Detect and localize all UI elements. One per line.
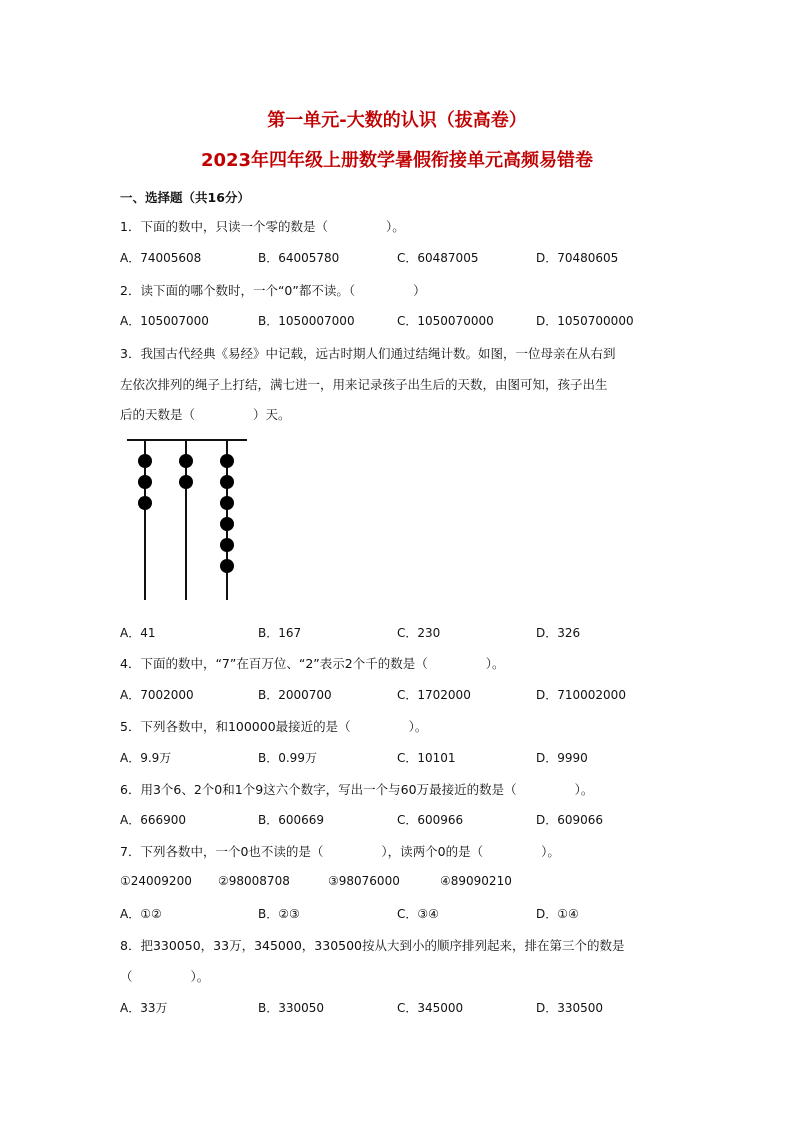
option-b[interactable]: B．167 bbox=[258, 626, 302, 640]
option-d[interactable]: D．326 bbox=[536, 626, 581, 640]
number-item: ①24009200 bbox=[120, 874, 192, 888]
knot bbox=[138, 496, 152, 510]
question-5 bbox=[120, 717, 427, 735]
question-8-text: （ bbox=[120, 969, 133, 984]
option-b[interactable]: B．64005780 bbox=[258, 251, 340, 265]
question-6-tail: ）。 bbox=[574, 782, 594, 797]
option-a[interactable]: A．666900 bbox=[120, 813, 187, 827]
option-d[interactable]: D．710002000 bbox=[536, 688, 626, 702]
option-c[interactable]: C．345000 bbox=[397, 1001, 464, 1015]
option-b[interactable]: B．2000700 bbox=[258, 688, 332, 702]
option-c[interactable]: C．230 bbox=[397, 626, 441, 640]
question-2-options bbox=[120, 312, 720, 330]
option-c[interactable]: C．600966 bbox=[397, 813, 464, 827]
question-8-options bbox=[120, 999, 720, 1017]
option-c[interactable]: C．1050070000 bbox=[397, 314, 494, 328]
question-1-text: 1．下面的数中，只读一个零的数是（ bbox=[120, 219, 328, 234]
question-3-options bbox=[120, 624, 720, 642]
question-1-tail: ）。 bbox=[385, 219, 405, 234]
section-heading: 一、选择题（共16分） bbox=[120, 190, 250, 205]
question-4 bbox=[120, 654, 504, 672]
question-3-line-2: 左依次排列的绳子上打结，满七进一，用来记录孩子出生后的天数，由图可知，孩子出生 bbox=[120, 377, 608, 392]
option-d[interactable]: D．①④ bbox=[536, 907, 579, 921]
question-6-text: 6．用3个6、2个0和1个9这六个数字，写出一个与60万最接近的数是（ bbox=[120, 782, 517, 797]
option-a[interactable]: A．41 bbox=[120, 626, 156, 640]
number-item: ②98008708 bbox=[218, 874, 290, 888]
knot bbox=[220, 538, 234, 552]
question-2 bbox=[120, 281, 426, 299]
question-8-line-2 bbox=[120, 967, 209, 985]
option-b[interactable]: B．330050 bbox=[258, 1001, 325, 1015]
option-c[interactable]: C．1702000 bbox=[397, 688, 471, 702]
knot bbox=[220, 475, 234, 489]
question-2-text: 2．读下面的哪个数时，一个“0”都不读。（ bbox=[120, 283, 356, 298]
knot bbox=[220, 559, 234, 573]
option-a[interactable]: A．105007000 bbox=[120, 314, 209, 328]
option-c[interactable]: C．10101 bbox=[397, 751, 456, 765]
option-a[interactable]: A．①② bbox=[120, 907, 162, 921]
option-d[interactable]: D．330500 bbox=[536, 1001, 604, 1015]
option-a[interactable]: A．9.9万 bbox=[120, 751, 172, 765]
knot bbox=[138, 454, 152, 468]
knot bbox=[220, 517, 234, 531]
question-5-tail: ）。 bbox=[408, 719, 428, 734]
number-item: ④89090210 bbox=[440, 874, 512, 888]
option-c[interactable]: C．60487005 bbox=[397, 251, 479, 265]
option-b[interactable]: B．1050007000 bbox=[258, 314, 355, 328]
question-7 bbox=[120, 842, 560, 860]
question-3-tail: ）天。 bbox=[253, 407, 291, 422]
number-item: ③98076000 bbox=[328, 874, 400, 888]
option-c[interactable]: C．③④ bbox=[397, 907, 439, 921]
question-7-text: 7．下列各数中，一个0也不读的是（ bbox=[120, 844, 324, 859]
question-8-line-1: 8．把330050，33万，345000，330500按从大到小的顺序排列起来，排在第三个的数是 bbox=[120, 938, 625, 953]
question-1 bbox=[120, 217, 405, 235]
question-6-options bbox=[120, 811, 720, 829]
question-7-options bbox=[120, 905, 720, 923]
question-6 bbox=[120, 780, 593, 798]
knot-rope-figure bbox=[120, 432, 260, 604]
question-3-text: 后的天数是（ bbox=[120, 407, 196, 422]
question-4-tail: ）。 bbox=[485, 656, 505, 671]
knot bbox=[179, 454, 193, 468]
option-b[interactable]: B．600669 bbox=[258, 813, 325, 827]
option-a[interactable]: A．33万 bbox=[120, 1001, 168, 1015]
question-8-tail: ）。 bbox=[190, 969, 210, 984]
question-3-line-3 bbox=[120, 405, 291, 423]
knot bbox=[220, 454, 234, 468]
question-1-options bbox=[120, 249, 720, 267]
question-3-line-1: 3．我国古代经典《易经》中记载，远古时期人们通过结绳计数。如图，一位母亲在从右到 bbox=[120, 346, 616, 361]
question-2-tail: ） bbox=[413, 283, 426, 298]
option-d[interactable]: D．9990 bbox=[536, 751, 588, 765]
option-a[interactable]: A．7002000 bbox=[120, 688, 194, 702]
question-5-options bbox=[120, 749, 720, 767]
title-unit: 第一单元-大数的认识（拔高卷） bbox=[267, 110, 527, 131]
question-7-items bbox=[120, 874, 720, 892]
option-b[interactable]: B．0.99万 bbox=[258, 751, 317, 765]
title-paper: 2023年四年级上册数学暑假衔接单元高频易错卷 bbox=[200, 150, 594, 171]
option-d[interactable]: D．70480605 bbox=[536, 251, 619, 265]
option-d[interactable]: D．609066 bbox=[536, 813, 604, 827]
question-7-tail: ）。 bbox=[541, 844, 560, 859]
question-5-text: 5．下列各数中，和100000最接近的是（ bbox=[120, 719, 351, 734]
option-d[interactable]: D．1050700000 bbox=[536, 314, 634, 328]
knot bbox=[220, 496, 234, 510]
option-a[interactable]: A．74005608 bbox=[120, 251, 202, 265]
knot bbox=[179, 475, 193, 489]
question-4-options bbox=[120, 686, 720, 704]
knot bbox=[138, 475, 152, 489]
question-7-mid: ），读两个0的是（ bbox=[381, 844, 484, 859]
question-4-text: 4．下面的数中，“7”在百万位、“2”表示2个千的数是（ bbox=[120, 656, 428, 671]
option-b[interactable]: B．②③ bbox=[258, 907, 300, 921]
